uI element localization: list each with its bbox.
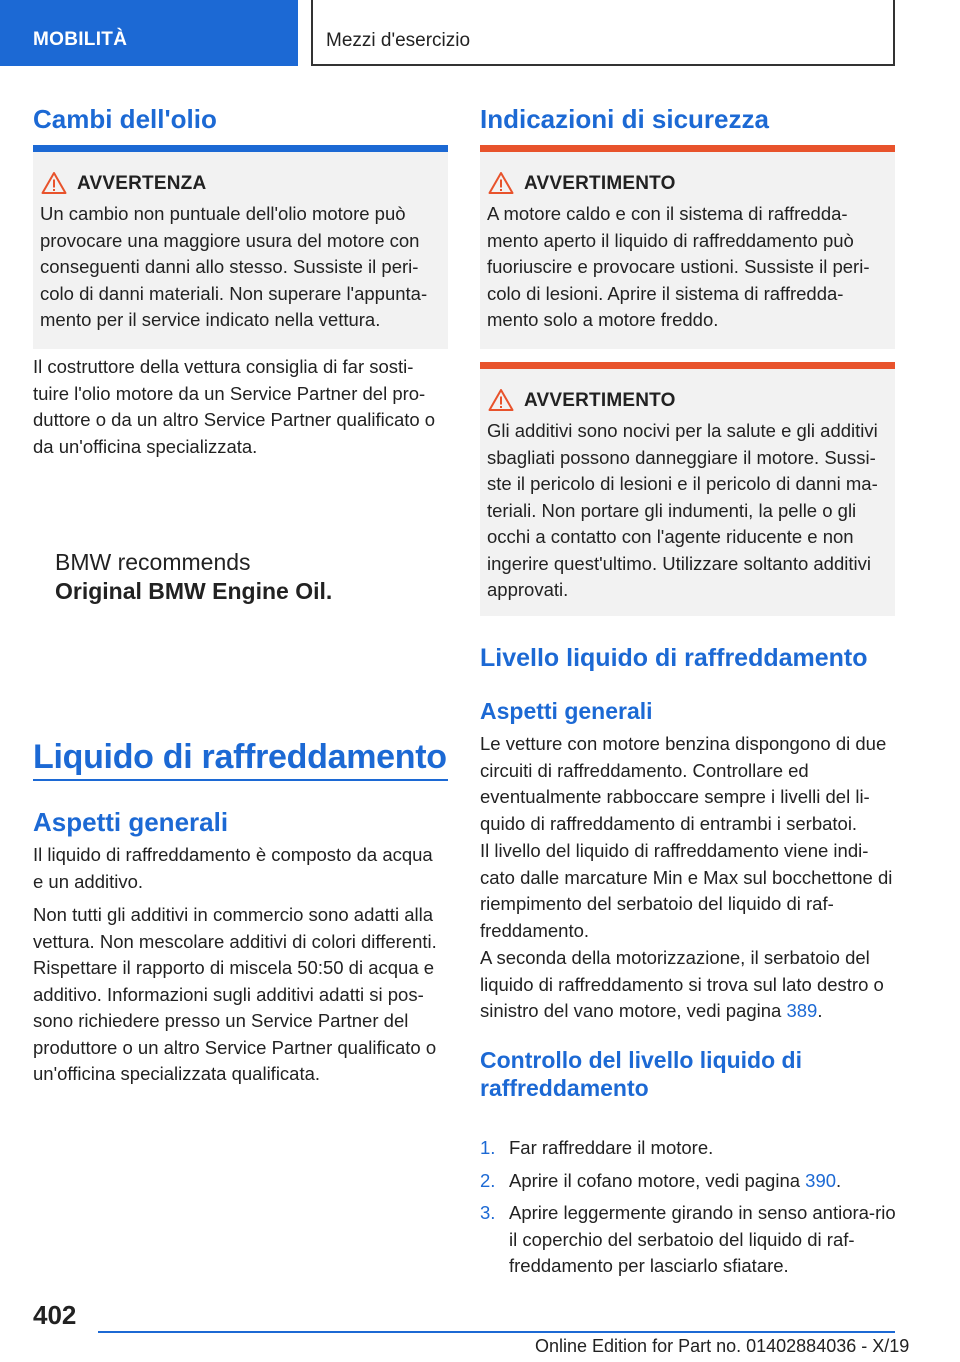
footer-rule: [98, 1331, 895, 1333]
page-number: 402: [33, 1300, 77, 1330]
level-paragraph-2: Il livello del liquido di raffreddamento viene indi-cato dalle marcature Min e Max sul bocchettone di riempimento del serbatoio del liquido di raf-freddamento.: [480, 840, 893, 941]
general-heading-right: Aspetti generali: [480, 698, 653, 724]
warning-triangle-icon: [488, 388, 514, 412]
step-number: 3.: [480, 1202, 496, 1223]
check-steps-list: [480, 1135, 898, 1286]
warning-bar: [33, 145, 448, 152]
page-link-390[interactable]: 390: [805, 1169, 837, 1191]
warning-text: Un cambio non puntuale dell'olio motore può provocare una maggiore usura del motore con conseguenti danni allo stesso. Sussiste il peri-colo di danni materiali. Non superare l'appunta-mento per il service indicato nella vettura.: [40, 203, 428, 330]
heading-rule: [33, 779, 448, 781]
list-item: 1. Far raffreddare il motore.: [480, 1135, 898, 1162]
general-paragraph-2: Non tutti gli additivi in commercio sono adatti alla vettura. Non mescolare additivi di colori differenti. Rispettare il rapporto di miscela 50:50 di acqua e additivo. Informazioni sugli additivi adatti si pos-sono richiedere presso un Service Partner del produttore o un altro Service Partner qualificato o un'officina specializzata qualificata.: [33, 904, 437, 1084]
general-heading-left: Aspetti generali: [33, 807, 229, 837]
warning-title: AVVERTIMENTO: [524, 173, 676, 194]
level-paragraph-3: A seconda della motorizzazione, il serbatoio del liquido di raffreddamento si trova sul lato destro o sinistro del vano motore, vedi pagina 389.: [480, 947, 884, 1021]
oil-change-heading: Cambi dell'olio: [33, 104, 217, 134]
check-level-heading: Controllo del livello liquido di raffreddamento: [480, 1047, 802, 1101]
coolant-level-heading: Livello liquido di raffreddamento: [480, 644, 868, 672]
coolant-heading: Liquido di raffreddamento: [33, 738, 447, 776]
step-number: 2.: [480, 1169, 496, 1191]
section-label: MOBILITÀ: [33, 29, 128, 50]
warning-triangle-icon: [41, 171, 67, 195]
warning-text: Gli additivi sono nocivi per la salute e gli additivi sbagliati possono danneggiare il motore. Sussi-ste il pericolo di lesioni e il pericolo di danni ma-teriali. Non portare gli indumenti, la pelle o gli occhi a contatto con l'agente riducente e non ingerire quest'ultimo. Utilizzare soltanto additivi approvati.: [487, 420, 878, 600]
section-tab: [0, 0, 298, 66]
oil-paragraph: Il costruttore della vettura consiglia di far sosti-tuire l'olio motore da un Service Partner del pro-duttore o da un altro Service Partner qualificato o da un'officina specializzata.: [33, 356, 436, 457]
list-item: 3. Aprire leggermente girando in senso antiora-rio il coperchio del serbatoio del liquido di raf-freddamento per lasciarlo sfiatare.: [480, 1202, 896, 1276]
warning-triangle-icon: [488, 171, 514, 195]
list-item: 2. Aprire il cofano motore, vedi pagina 390.: [480, 1168, 898, 1195]
page-header: [0, 0, 960, 66]
general-paragraph-1: Il liquido di raffreddamento è composto da acqua e un additivo.: [33, 844, 433, 892]
warning-box-hot-engine: [480, 145, 895, 349]
oil-banner-line1: BMW recommends: [55, 549, 251, 575]
step-number: 1.: [480, 1137, 496, 1158]
warning-bar: [480, 362, 895, 369]
safety-heading: Indicazioni di sicurezza: [480, 104, 769, 134]
chapter-tab: [311, 0, 895, 66]
oil-recommendation-banner: [55, 548, 332, 606]
edition-footer: Online Edition for Part no. 01402884036 - X/19: [535, 1336, 910, 1356]
warning-box-additives: [480, 362, 895, 616]
warning-box-oil: [33, 145, 448, 349]
warning-title: AVVERTIMENTO: [524, 390, 676, 411]
warning-bar: [480, 145, 895, 152]
chapter-label: Mezzi d'esercizio: [326, 30, 471, 51]
oil-banner-line2: Original BMW Engine Oil.: [55, 578, 333, 604]
level-paragraph-1: Le vetture con motore benzina dispongono di due circuiti di raffreddamento. Controllare ed eventualmente rabboccare sempre i livelli del li-quido di raffreddamento di entrambi i serbatoi.: [480, 733, 887, 834]
page-link-389[interactable]: 389: [786, 1000, 818, 1021]
warning-title: AVVERTENZA: [77, 173, 207, 194]
warning-text: A motore caldo e con il sistema di raffredda-mento aperto il liquido di raffreddamento può fuoriuscire e provocare ustioni. Sussiste il peri-colo di lesioni. Aprire il sistema di raffredda-mento solo a motore freddo.: [487, 203, 870, 330]
